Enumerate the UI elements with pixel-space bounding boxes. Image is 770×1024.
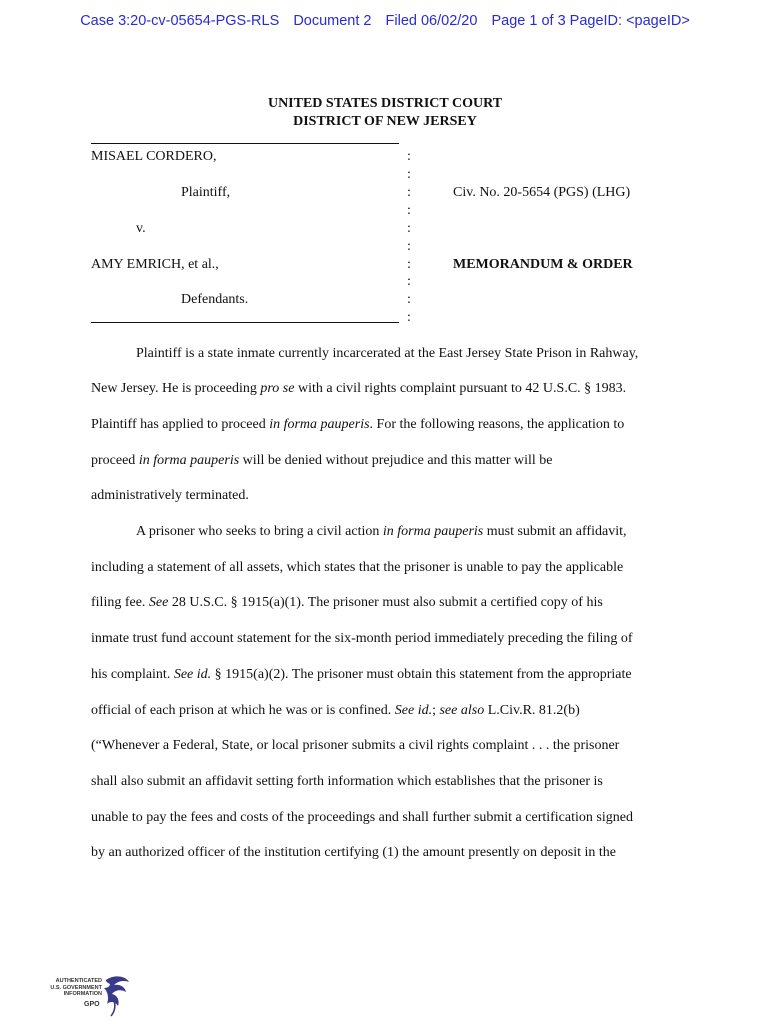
- caption-colon: :: [407, 203, 411, 218]
- case-header: [0, 13, 770, 29]
- court-heading: [0, 95, 770, 130]
- body-line: inmate trust fund account statement for the six-month period immediately preceding the filing of: [91, 631, 633, 646]
- plaintiff-name: MISAEL CORDERO,: [91, 149, 217, 164]
- body-line: shall also submit an affidavit setting forth information which establishes that the prisoner is: [91, 774, 603, 789]
- seal-text: AUTHENTICATED U.S. GOVERNMENT INFORMATION: [50, 978, 102, 997]
- case-number: Case 3:20-cv-05654-PGS-RLS: [80, 13, 280, 29]
- civil-case-number: Civ. No. 20-5654 (PGS) (LHG): [453, 185, 631, 200]
- defendant-name: AMY EMRICH, et al.,: [91, 257, 219, 272]
- caption-colon: :: [407, 221, 411, 236]
- caption-top-rule: [91, 143, 399, 144]
- body-line: Plaintiff has applied to proceed in forma pauperis. For the following reasons, the application to: [91, 417, 625, 432]
- body-line: by an authorized officer of the institution certifying (1) the amount presently on deposit in the: [91, 845, 616, 860]
- caption-colon: :: [407, 310, 411, 325]
- versus: v.: [136, 221, 146, 236]
- document-number: Document 2: [293, 13, 372, 29]
- caption-colon: :: [407, 167, 411, 182]
- caption-colon: :: [407, 239, 411, 254]
- page-info: Page 1 of 3 PageID: <pageID>: [491, 13, 690, 29]
- eagle-icon: [102, 974, 132, 1018]
- body-line: administratively terminated.: [91, 488, 249, 503]
- body-line: including a statement of all assets, which states that the prisoner is unable to pay the applicable: [91, 560, 624, 575]
- caption-bottom-rule: [91, 322, 399, 323]
- caption-colon: :: [407, 292, 411, 307]
- document-title: MEMORANDUM & ORDER: [453, 257, 633, 272]
- body-line: (“Whenever a Federal, State, or local prisoner submits a civil rights complaint . . . the prisoner: [91, 738, 620, 753]
- caption-colon: :: [407, 257, 411, 272]
- defendant-role: Defendants.: [181, 292, 249, 307]
- caption-colon: :: [407, 149, 411, 164]
- seal-gpo-label: GPO: [84, 1001, 100, 1008]
- court-name: UNITED STATES DISTRICT COURT: [267, 96, 503, 111]
- caption-colon: :: [407, 185, 411, 200]
- caption-colon: :: [407, 274, 411, 289]
- body-line: New Jersey. He is proceeding pro se with a civil rights complaint pursuant to 42 U.S.C. § 1983.: [91, 381, 627, 396]
- filed-date: Filed 06/02/20: [385, 13, 478, 29]
- body-line: official of each prison at which he was or is confined. See id.; see also L.Civ.R. 81.2(b): [91, 703, 580, 718]
- plaintiff-role: Plaintiff,: [181, 185, 231, 200]
- gpo-authentication-seal: [44, 974, 134, 1018]
- court-district: DISTRICT OF NEW JERSEY: [293, 113, 477, 129]
- body-line: Plaintiff is a state inmate currently incarcerated at the East Jersey State Prison in Rahway,: [136, 346, 639, 361]
- body-line: filing fee. See 28 U.S.C. § 1915(a)(1). The prisoner must also submit a certified copy of his: [91, 595, 603, 610]
- body-line: A prisoner who seeks to bring a civil action in forma pauperis must submit an affidavit,: [136, 524, 627, 539]
- body-line: his complaint. See id. § 1915(a)(2). The prisoner must obtain this statement from the appropriate: [91, 667, 632, 682]
- body-line: proceed in forma pauperis will be denied without prejudice and this matter will be: [91, 453, 553, 468]
- body-line: unable to pay the fees and costs of the proceedings and shall further submit a certification signed: [91, 810, 633, 825]
